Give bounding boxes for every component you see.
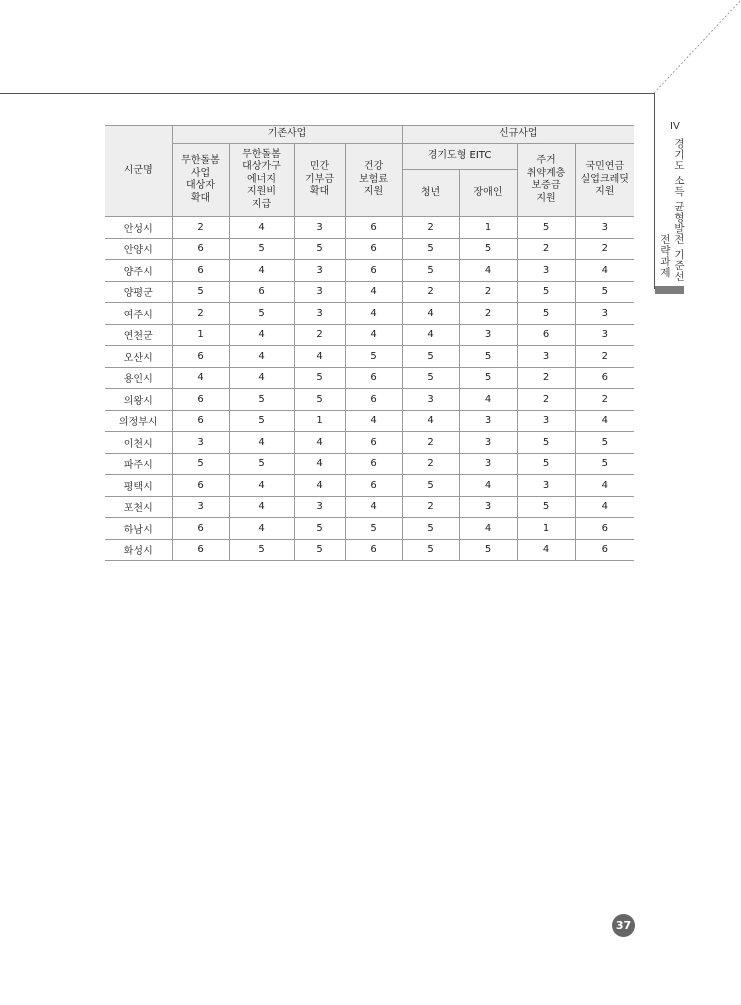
row-value: 3: [459, 496, 517, 518]
row-value: 2: [575, 238, 634, 260]
row-value: 5: [345, 346, 402, 368]
row-value: 2: [517, 389, 575, 411]
table-row: [105, 260, 634, 282]
row-value: 4: [459, 389, 517, 411]
chapter-title-line2: 전략과제: [659, 234, 671, 278]
row-value: 5: [402, 346, 459, 368]
row-value: 5: [517, 453, 575, 475]
row-value: 5: [294, 539, 345, 561]
row-value: 2: [575, 346, 634, 368]
row-value: 3: [294, 217, 345, 239]
row-value: 1: [294, 410, 345, 432]
row-value: 5: [229, 410, 294, 432]
row-region: 연천군: [105, 324, 172, 346]
row-region: 양평군: [105, 281, 172, 303]
row-value: 6: [345, 217, 402, 239]
header-disabled: 장애인: [459, 170, 517, 217]
table-row: [105, 217, 634, 239]
header-group-existing: 기존사업: [172, 126, 402, 144]
row-value: 5: [459, 346, 517, 368]
row-value: 5: [402, 539, 459, 561]
row-value: 5: [172, 453, 229, 475]
row-value: 3: [517, 475, 575, 497]
row-value: 5: [402, 475, 459, 497]
row-region: 의왕시: [105, 389, 172, 411]
table-row: [105, 496, 634, 518]
row-value: 6: [345, 260, 402, 282]
row-region: 화성시: [105, 539, 172, 561]
header-rule: [0, 93, 654, 94]
row-value: 3: [294, 281, 345, 303]
row-value: 2: [294, 324, 345, 346]
row-value: 3: [402, 389, 459, 411]
row-value: 5: [294, 238, 345, 260]
row-region: 여주시: [105, 303, 172, 325]
table-row: [105, 389, 634, 411]
row-value: 2: [402, 432, 459, 454]
row-value: 4: [345, 303, 402, 325]
row-value: 4: [294, 432, 345, 454]
row-value: 4: [459, 518, 517, 540]
row-value: 4: [172, 367, 229, 389]
row-region: 오산시: [105, 346, 172, 368]
row-value: 5: [517, 496, 575, 518]
priority-table: [105, 125, 634, 561]
row-value: 5: [575, 453, 634, 475]
row-value: 4: [575, 260, 634, 282]
header-pension: 국민연금 실업크레딧 지원: [575, 144, 634, 217]
row-value: 2: [459, 281, 517, 303]
header-health: 건강 보험료 지원: [345, 144, 402, 217]
row-value: 2: [402, 496, 459, 518]
row-value: 6: [229, 281, 294, 303]
chapter-tab-bar: [655, 286, 684, 294]
row-value: 4: [459, 475, 517, 497]
row-value: 5: [402, 260, 459, 282]
table-row: [105, 346, 634, 368]
row-value: 6: [345, 238, 402, 260]
row-value: 3: [517, 410, 575, 432]
chapter-title-line1: 경기도 소득 균형발전 기준선: [673, 138, 685, 282]
header-eitc: 경기도형 EITC: [402, 144, 517, 170]
row-value: 4: [575, 410, 634, 432]
row-value: 5: [172, 281, 229, 303]
row-value: 3: [459, 453, 517, 475]
row-value: 4: [294, 453, 345, 475]
table-row: [105, 324, 634, 346]
row-value: 5: [517, 217, 575, 239]
row-value: 2: [575, 389, 634, 411]
row-value: 6: [575, 539, 634, 561]
header-energy: 무한돌봄 대상가구 에너지 지원비 지급: [229, 144, 294, 217]
table-row: [105, 432, 634, 454]
page-number: 37: [612, 914, 635, 937]
row-value: 4: [402, 324, 459, 346]
row-value: 2: [402, 453, 459, 475]
row-value: 4: [229, 496, 294, 518]
row-value: 3: [575, 217, 634, 239]
header-group-new: 신규사업: [402, 126, 634, 144]
row-value: 1: [172, 324, 229, 346]
table-row: [105, 475, 634, 497]
table-row: [105, 539, 634, 561]
row-value: 6: [172, 346, 229, 368]
row-value: 5: [517, 281, 575, 303]
row-value: 4: [294, 475, 345, 497]
row-value: 5: [294, 367, 345, 389]
row-value: 2: [517, 367, 575, 389]
page-curl-corner: [654, 0, 741, 95]
row-value: 2: [459, 303, 517, 325]
row-region: 안양시: [105, 238, 172, 260]
table-row: [105, 238, 634, 260]
row-value: 4: [229, 367, 294, 389]
row-value: 5: [294, 389, 345, 411]
table-row: [105, 453, 634, 475]
side-rule: [654, 93, 655, 289]
row-value: 3: [575, 324, 634, 346]
row-value: 4: [459, 260, 517, 282]
header-youth: 청년: [402, 170, 459, 217]
row-value: 5: [345, 518, 402, 540]
row-region: 하남시: [105, 518, 172, 540]
chapter-title: [657, 138, 685, 283]
row-value: 1: [517, 518, 575, 540]
row-value: 3: [575, 303, 634, 325]
header-donation: 민간 기부금 확대: [294, 144, 345, 217]
row-region: 의정부시: [105, 410, 172, 432]
row-value: 3: [459, 410, 517, 432]
row-value: 5: [517, 432, 575, 454]
header-region: 시군명: [105, 126, 172, 217]
row-value: 4: [229, 260, 294, 282]
row-value: 5: [229, 539, 294, 561]
row-value: 5: [229, 238, 294, 260]
row-value: 6: [172, 389, 229, 411]
row-value: 4: [294, 346, 345, 368]
row-value: 3: [459, 432, 517, 454]
row-value: 5: [402, 518, 459, 540]
row-value: 3: [294, 303, 345, 325]
row-value: 4: [229, 217, 294, 239]
row-value: 6: [345, 475, 402, 497]
row-value: 4: [229, 518, 294, 540]
row-region: 안성시: [105, 217, 172, 239]
row-value: 4: [575, 475, 634, 497]
row-value: 3: [172, 496, 229, 518]
row-value: 6: [345, 389, 402, 411]
row-value: 5: [402, 367, 459, 389]
row-value: 4: [402, 303, 459, 325]
row-value: 3: [172, 432, 229, 454]
row-value: 6: [172, 238, 229, 260]
row-value: 4: [229, 432, 294, 454]
row-value: 6: [517, 324, 575, 346]
row-value: 5: [575, 432, 634, 454]
row-value: 5: [459, 367, 517, 389]
row-value: 2: [172, 217, 229, 239]
row-region: 용인시: [105, 367, 172, 389]
row-value: 4: [402, 410, 459, 432]
row-value: 5: [229, 453, 294, 475]
row-value: 6: [575, 367, 634, 389]
row-value: 3: [294, 496, 345, 518]
row-value: 1: [459, 217, 517, 239]
row-value: 4: [517, 539, 575, 561]
table-row: [105, 303, 634, 325]
row-value: 4: [229, 324, 294, 346]
row-region: 양주시: [105, 260, 172, 282]
row-value: 4: [229, 475, 294, 497]
row-value: 2: [402, 217, 459, 239]
row-value: 4: [575, 496, 634, 518]
row-value: 3: [517, 346, 575, 368]
row-value: 3: [459, 324, 517, 346]
row-region: 포천시: [105, 496, 172, 518]
row-value: 5: [459, 238, 517, 260]
row-value: 4: [345, 281, 402, 303]
row-value: 5: [575, 281, 634, 303]
row-value: 3: [517, 260, 575, 282]
row-value: 6: [345, 539, 402, 561]
row-value: 6: [575, 518, 634, 540]
row-region: 이천시: [105, 432, 172, 454]
row-value: 6: [345, 432, 402, 454]
row-value: 4: [345, 410, 402, 432]
row-value: 6: [172, 410, 229, 432]
header-care-expand: 무한돌봄 사업 대상자 확대: [172, 144, 229, 217]
row-value: 6: [172, 518, 229, 540]
row-value: 2: [172, 303, 229, 325]
row-value: 6: [172, 475, 229, 497]
row-value: 6: [172, 260, 229, 282]
table-row: [105, 518, 634, 540]
row-value: 6: [172, 539, 229, 561]
row-value: 2: [402, 281, 459, 303]
row-value: 5: [402, 238, 459, 260]
row-value: 4: [345, 324, 402, 346]
table-row: [105, 281, 634, 303]
row-value: 6: [345, 367, 402, 389]
header-housing: 주거 취약계층 보증금 지원: [517, 144, 575, 217]
table-row: [105, 367, 634, 389]
row-value: 5: [294, 518, 345, 540]
row-value: 5: [229, 303, 294, 325]
row-region: 파주시: [105, 453, 172, 475]
chapter-roman: IV: [670, 121, 680, 132]
table-body: [105, 217, 634, 561]
row-value: 5: [517, 303, 575, 325]
row-value: 6: [345, 453, 402, 475]
row-region: 평택시: [105, 475, 172, 497]
row-value: 4: [345, 496, 402, 518]
row-value: 3: [294, 260, 345, 282]
row-value: 4: [229, 346, 294, 368]
table-row: [105, 410, 634, 432]
row-value: 2: [517, 238, 575, 260]
row-value: 5: [229, 389, 294, 411]
row-value: 5: [459, 539, 517, 561]
